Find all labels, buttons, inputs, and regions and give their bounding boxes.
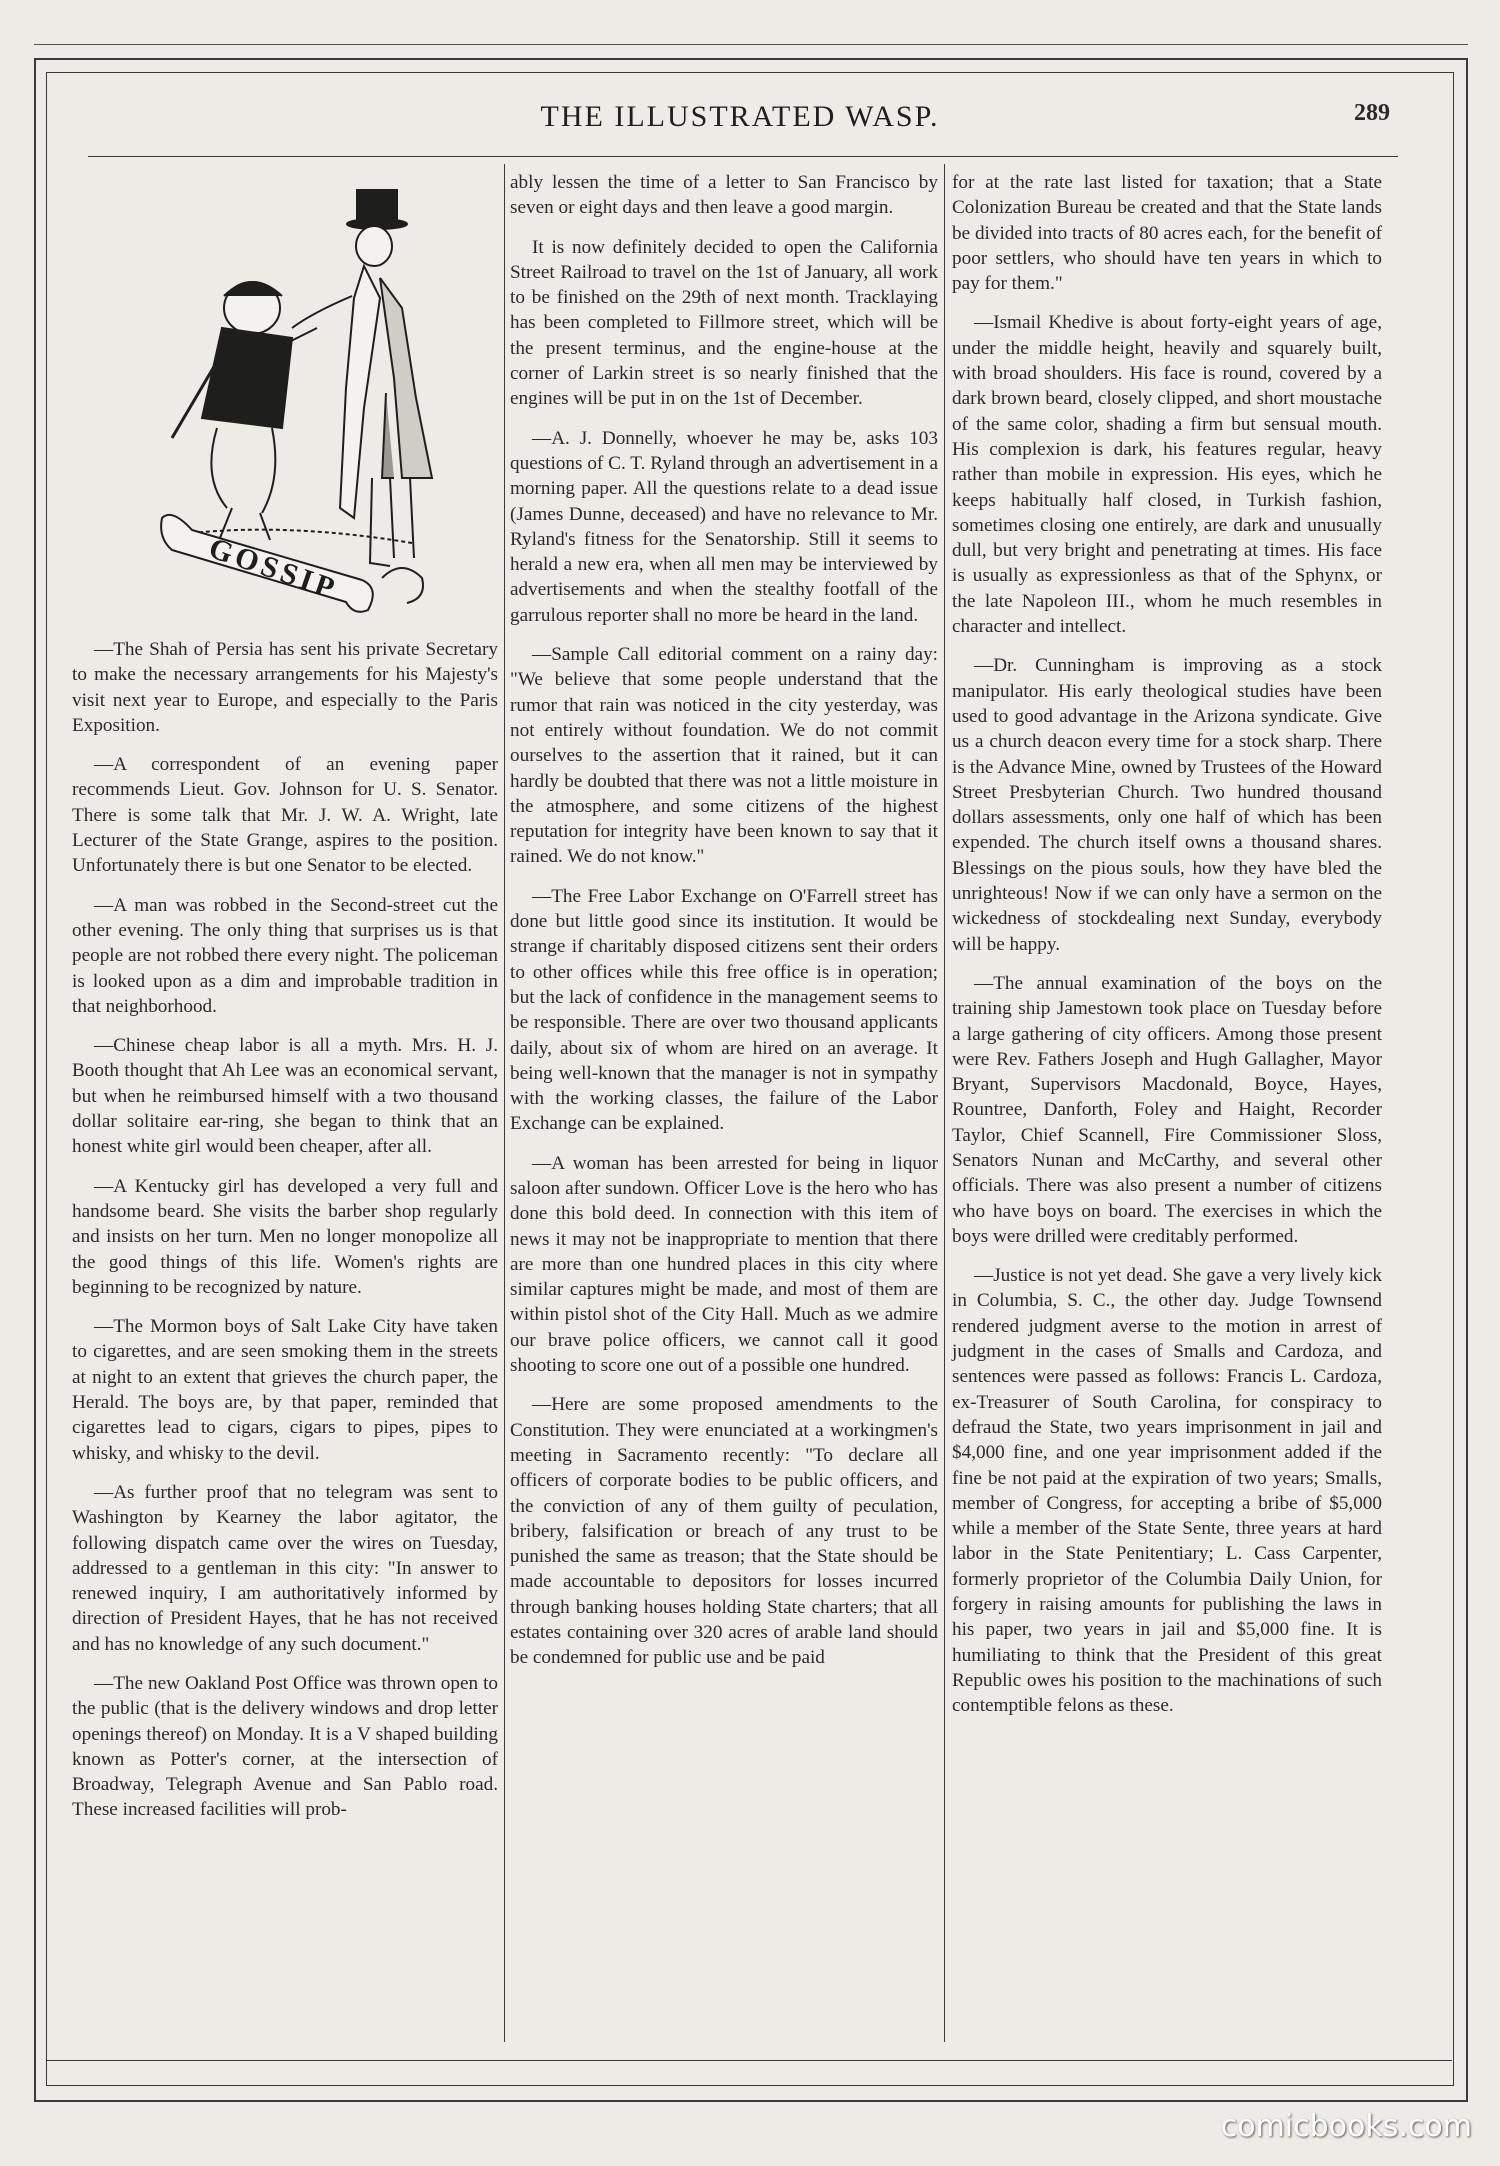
column-2 [510,170,938,1685]
article-mormon-boys: —The Mormon boys of Salt Lake City have taken to cigarettes, and are seen smoking them in the streets at night to an extent that grieves the church paper, the Herald. The boys are, by that paper, reminded that cigarettes lead to cigars, cigars to pipes, pipes to whisky, and whisky to the devil. [72,1316,498,1464]
gossip-illustration [132,178,472,628]
article-justice: —Justice is not yet dead. She gave a very lively kick in Columbia, S. C., the other day. Judge Townsend rendered judgment averse to the motion in arrest of judgment in the cases of Smalls and Cardoza, and sentences were passed as follows: Francis L. Cardoza, ex-Treasurer of South Carolina, for conspiracy to defraud the State, two years imprisonment in jail and $4,000 fine, and one year imprisonment added if the fine be not paid at the expiration of two years; Smalls, member of Congress, for accepting a bribe of $5,000 while a member of the State Sente, three years at hard labor in the State Penitentiary; L. Cass Carpenter, formerly proprietor of the Columbia Daily Union, for forgery in raising amounts for publishing the laws in his paper, two years in jail and $5,000 fine. It is humiliating to think that the President of this great Republic owes his position to the machinations of such contemptible felons as these. [952,1265,1382,1717]
article-cunningham: —Dr. Cunningham is improving as a stock manipulator. His early theological studies have been used to good advantage in the Arizona syndicate. Give us a church deacon every time for a stock sharp. There is the Advance Mine, owned by Trustees of the Howard Street Presbyterian Church. Two hundred thousand dollars assessments, only one half of which has been expended. The church itself owns a thousand shares. Blessings on the pious souls, how they have bled the unrighteous! Now if we can only have a sermon on the wickedness of stockdealing next Sunday, everybody will be happy. [952,655,1382,955]
banner-text: GOSSIP [204,531,343,607]
article-woman-arrested: —A woman has been arrested for being in liquor saloon after sundown. Officer Love is the hero who has done this bold deed. In connection with this item of news it may not be inappropriate to mention that there are more than one hundred places in this city where similar captures might be made, and most of them are within pistol shot of the City Hall. Much as we admire our brave police officers, we cannot call it good shooting to score one out of a possible one hundred. [510,1152,938,1377]
column-divider-2 [944,164,945,2042]
article-shah: —The Shah of Persia has sent his private Secretary to make the necessary arrangements for his Majesty's visit next year to Europe, and especially to the Paris Exposition. [72,639,498,736]
bottom-rule [46,2060,1452,2061]
article-senator: —A correspondent of an evening paper recommends Lieut. Gov. Johnson for U. S. Senator. There is some talk that Mr. J. W. A. Wright, late Lecturer of the State Grange, aspires to the position. Unfortunately there is but one Senator to be elected. [72,754,498,877]
header-rule [88,156,1398,157]
watermark: comicbooks.com [1220,2109,1472,2144]
article-jamestown: —The annual examination of the boys on the training ship Jamestown took place on Tuesday before a large gathering of city officers. Among those present were Rev. Fathers Joseph and Hugh Gallagher, Mayor Bryant, Supervisors Macdonald, Boyce, Hayes, Rountree, Danforth, Foley and Haight, Recorder Taylor, Chief Scannell, Fire Commissioner Sloss, Senators Nunan and McCarthy, and several other officials. There was also present a number of citizens who have boys on board. The exercises in which the boys were drilled were creditably performed. [952,972,1382,1247]
article-donnelly: —A. J. Donnelly, whoever he may be, asks 103 questions of C. T. Ryland through an advertisement in a morning paper. All the questions relate to a dead issue (James Dunne, deceased) and have no relevance to Mr. Ryland's fitness for the Senatorship. Still it seems to herald a new era, when all men may be interviewed by advertisements and when the stealthy footfall of the garrulous reporter shall no more be heard in the land. [510,427,938,626]
article-amendments-cont: for at the rate last listed for taxation; that a State Colonization Bureau be created and that the State lands be divided into tracts of 80 acres each, for the benefit of poor settlers, who should have ten years in which to pay for them." [952,172,1382,295]
article-post-office-cont: ably lessen the time of a letter to San Francisco by seven or eight days and then leave a good margin. [510,172,938,219]
article-telegram: —As further proof that no telegram was sent to Washington by Kearney the labor agitator, the following dispatch came over the wires on Tuesday, addressed to a gentleman in this city: "In answer to renewed inquiry, I am authoritatively informed by direction of President Hayes, that he has not received and has no knowledge of any such document." [72,1481,498,1655]
article-labor-exchange: —The Free Labor Exchange on O'Farrell street has done but little good since its institution. It would be strange if charitably disposed citizens sent their orders to other offices while this free office is in operation; but the lack of confidence in the management seems to be responsible. There are over two thousand applicants daily, about six of whom are hired on an average. It being well-known that the manager is not in sympathy with the working classes, the failure of the Labor Exchange can be explained. [510,885,938,1135]
column-divider-1 [504,164,505,2042]
article-khedive: —Ismail Khedive is about forty-eight years of age, under the middle height, heavily and squarely built, with broad shoulders. His face is round, covered by a dark brown beard, closely clipped, and short moustache of the same color, shading a firm but sensual mouth. His complexion is dark, his features regular, heavy rather than mobile in expression. His eyes, which he keeps habitually half closed, in Turkish fashion, sometimes closing one entirely, are dark and unusually dull, but very bright and penetrating at times. His face is usually as expressionless as that of the Sphynx, or the late Napoleon III., whom he much resembles in character and intellect. [952,312,1382,638]
article-amendments: —Here are some proposed amendments to the Constitution. They were enunciated at a workingmen's meeting in Sacramento recently: "To declare all officers of corporate bodies to be public officers, and the conviction of any of them guilty of peculation, bribery, falsification or breach of any trust to be punished the same as treason; that the State should be made accountable to depositors for losses incurred through banking houses holding State charters; that all estates containing over 320 acres of arable land should be condemned for public use and be paid [510,1394,938,1669]
top-rule [34,44,1468,45]
article-cheap-labor: —Chinese cheap labor is all a myth. Mrs. H. J. Booth thought that Ah Lee was an economical servant, but when he reimbursed himself with a two thousand dollar solitaire ear-ring, she began to think that an honest white girl would been cheaper, after all. [72,1035,498,1158]
article-post-office: —The new Oakland Post Office was thrown open to the public (that is the delivery windows and drop letter openings thereof) on Monday. It is a V shaped building known as Potter's corner, at the intersection of Broadway, Telegraph Avenue and San Pablo road. These increased facilities will prob- [72,1672,498,1821]
column-1-text [72,637,498,1837]
page-header [90,100,1390,148]
masthead: THE ILLUSTRATED WASP. [540,100,940,133]
article-robbery: —A man was robbed in the Second-street cut the other evening. The only thing that surprises us is that people are not robbed there every night. The policeman is looked upon as a dim and improbable tradition in that neighborhood. [72,894,498,1017]
column-3 [952,170,1382,1733]
article-kentucky-girl: —A Kentucky girl has developed a very full and handsome beard. She visits the barber shop regularly and insists on her turn. Men no longer monopolize all the good things of this life. Women's rights are beginning to be recognized by nature. [72,1175,498,1298]
article-railroad: It is now definitely decided to open the California Street Railroad to travel on the 1st of January, all work to be finished on the 29th of next month. Tracklaying has been completed to Fillmore street, which will be the present terminus, and the engine-house at the corner of Larkin street is so nearly finished that the engines will be put in on the 1st of December. [510,236,938,410]
article-call-editorial: —Sample Call editorial comment on a rainy day: "We believe that some people understand that the rumor that rain was noticed in the city yesterday, was not entirely without foundation. We do not commit ourselves to the assertion that it rained, but it can hardly be doubted that there was not a little moisture in the atmosphere, and some citizens of the highest reputation for integrity have been known to say that it rained. We do not know." [510,644,938,868]
page-number: 289 [1354,100,1390,126]
